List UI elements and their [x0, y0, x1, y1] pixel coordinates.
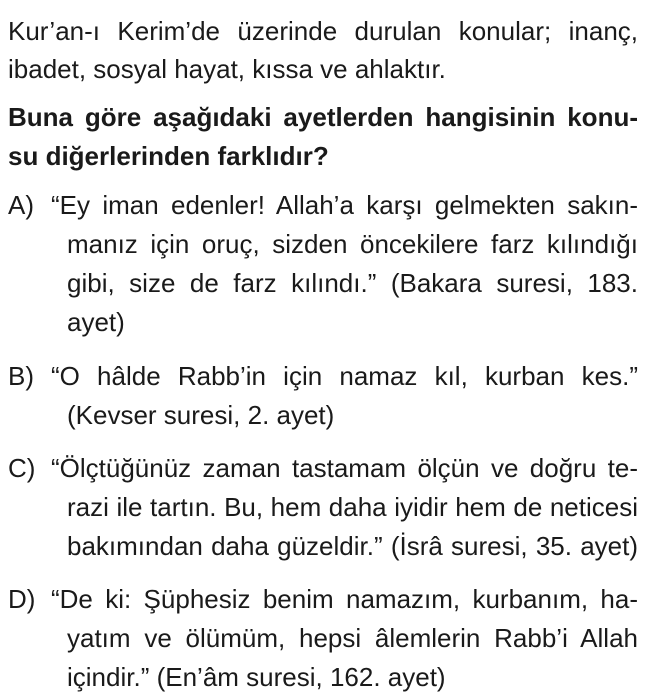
- option-d-letter: D): [8, 584, 36, 614]
- option-a-line-4: ayet): [67, 307, 125, 337]
- option-d-line-3: içindir.” (En’âm suresi, 162. ayet): [67, 662, 446, 692]
- intro-line-1: Kur’an-ı Kerim’de üzerinde durulan konular; inanç,: [8, 16, 638, 46]
- option-b-line-1: “O hâlde Rabb’in için namaz kıl, kurban kes.”: [51, 361, 638, 391]
- intro-line-2: ibadet, sosyal hayat, kıssa ve ahlaktır.: [8, 54, 446, 84]
- option-a-line-2: manız için oruç, sizden öncekilere farz kılındığı: [67, 229, 638, 259]
- option-c-line-2: razi ile tartın. Bu, hem daha iyidir hem de neticesi: [67, 492, 638, 522]
- option-d-line-2: yatım ve ölümüm, hepsi âlemlerin Rabb’i Allah: [67, 623, 638, 653]
- option-d-line-1: “De ki: Şüphesiz benim namazım, kurbanım, ha-: [51, 584, 638, 614]
- option-c-letter: C): [8, 453, 36, 483]
- option-b-line-2: (Kevser suresi, 2. ayet): [67, 400, 335, 430]
- option-b-letter: B): [8, 361, 34, 391]
- option-a-line-1: “Ey iman edenler! Allah’a karşı gelmekten sakın-: [51, 190, 638, 220]
- option-c-line-1: “Ölçtüğünüz zaman tastamam ölçün ve doğru te-: [51, 453, 638, 483]
- question-line-2: su diğerlerinden farklıdır?: [8, 141, 329, 171]
- option-a-letter: A): [8, 190, 34, 220]
- option-c-line-3: bakımından daha güzeldir.” (İsrâ suresi, 35. ayet): [67, 531, 638, 561]
- option-a-line-3: gibi, size de farz kılındı.” (Bakara suresi, 183.: [67, 268, 638, 298]
- question-line-1: Buna göre aşağıdaki ayetlerden hangisinin konu-: [8, 102, 638, 132]
